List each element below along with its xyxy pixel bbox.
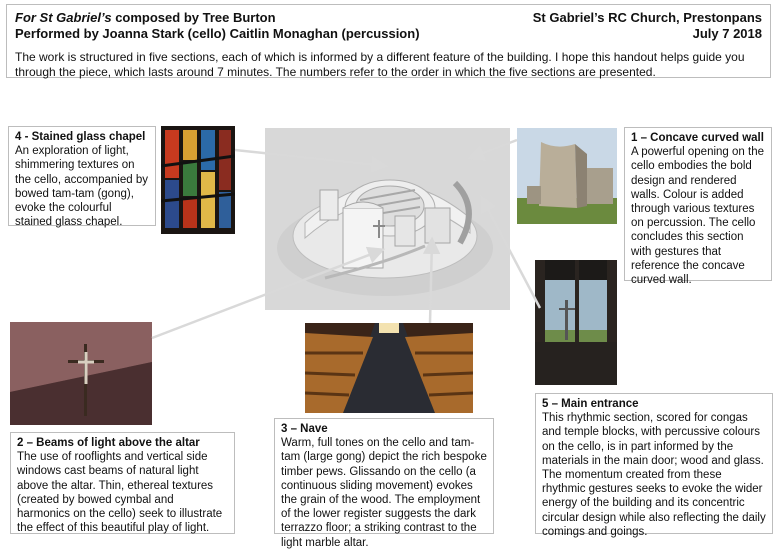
section-4-text: An exploration of light, shimmering textures on the cello, accompanied by bowed tam-tam (gong), evoke the colourful stained glass chapel.: [15, 145, 148, 229]
section-2-title: 2 – Beams of light above the altar: [17, 437, 200, 449]
piece-title-rest: composed by Tree Burton: [111, 10, 276, 25]
section-5-text: This rhythmic section, scored for congas and temple blocks, with percussive colours on the cello, is in part informed by the materials in the main door; wood and glass. The momentum created from these rhythmic gestures seeks to evoke the wider energy of the building and its concentric circular design while also reflecting the daily comings and goings.: [542, 412, 766, 538]
section-3-box: [274, 418, 494, 549]
nave-photo: [305, 323, 473, 413]
section-1-box: [624, 127, 772, 287]
concave-wall-photo: [517, 128, 617, 224]
section-5-title: 5 – Main entrance: [542, 398, 639, 410]
section-4-box: [8, 126, 156, 229]
section-4-title: 4 - Stained glass chapel: [15, 131, 146, 143]
main-entrance-photo: [535, 260, 617, 385]
section-1-text: A powerful opening on the cello embodies the bold design and rendered walls. Colour is added through various textures on percussion. The cello concludes this section with gestures that reference the concave curved wall.: [631, 146, 764, 287]
section-3-title: 3 – Nave: [281, 423, 328, 435]
header-left: [15, 10, 420, 42]
intro-text: The work is structured in five sections, each of which is informed by a different feature of the building. I hope this handout helps guide you through the piece, which lasts around 7 minutes. The numbers refer to the order in which the five sections are presented.: [15, 50, 745, 79]
performers: Performed by Joanna Stark (cello) Caitlin Monaghan (percussion): [15, 26, 420, 41]
stained-glass-photo: [161, 126, 235, 234]
piece-title: [15, 10, 420, 26]
section-5-box: [535, 393, 773, 538]
section-1-title: 1 – Concave curved wall: [631, 132, 764, 144]
piece-title-italic: For St Gabriel’s: [15, 10, 112, 25]
section-2-text: The use of rooflights and vertical side windows cast beams of natural light above the altar. Thin, ethereal textures (created by bowed cymbal and harmonics on the cello) seek to illustrate the effect of this beautiful play of light.: [17, 451, 223, 535]
altar-crucifix-photo: [10, 322, 152, 425]
section-2-box: [10, 432, 235, 534]
date: July 7 2018: [692, 26, 762, 41]
header-right: [533, 10, 762, 42]
header-box: [6, 4, 771, 78]
venue: St Gabriel’s RC Church, Prestonpans: [532, 10, 762, 25]
building-model-image: [265, 128, 510, 310]
section-3-text: Warm, full tones on the cello and tam-tam (large gong) depict the rich bespoke timber pews. Glissando on the cello (a continuous sliding movement) evokes the grain of the wood. The employment of the lower register suggests the dark terrazzo floor; a striking contrast to the light marble altar.: [281, 437, 487, 549]
